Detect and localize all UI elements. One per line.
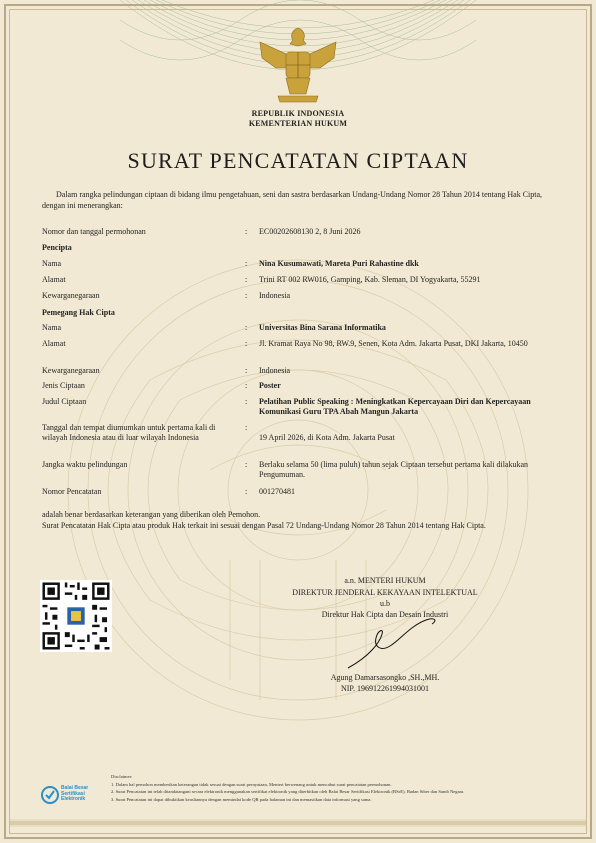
disclaimer-item: 3. Surat Pencatatan ini dapat dibuktikan keasliannya dengan memindai kode QR pada halaman ini dan memastikan data informasi yang sama.	[111, 796, 372, 802]
first-publication-value: 19 April 2026, di Kota Adm. Jakarta Pusat	[259, 433, 395, 442]
colon: :	[245, 397, 248, 406]
creator-name-value: Nina Kusumawati, Mareta Puri Rahastine dkk	[259, 259, 419, 268]
signatory-name: Agung Damarsasongko ,SH.,MH.	[330, 673, 440, 682]
colon: :	[245, 323, 248, 332]
bsre-line-3: Elektronik	[61, 796, 86, 803]
bsre-line-1: Balai Besar	[61, 785, 89, 791]
colon: :	[245, 366, 248, 375]
holder-nationality-label: Kewarganegaraan	[42, 366, 100, 375]
colon: :	[245, 259, 248, 268]
colon: :	[245, 291, 248, 300]
creator-address-label: Alamat	[42, 275, 66, 284]
holder-name-value: Universitas Bina Sarana Informatika	[259, 323, 386, 332]
holder-address-label: Alamat	[42, 339, 66, 348]
record-number-value: 001270481	[259, 487, 295, 496]
closing-line-2: Surat Pencatatan Hak Cipta atau produk Hak terkait ini sesuai dengan Pasal 72 Undang-Undang Nomor 28 Tahun 2014 tentang Hak Cipta.	[42, 521, 486, 530]
signature-line-3: u.b	[380, 599, 390, 608]
work-title-value: Pelatihan Public Speaking : Meningkatkan Kepercayaan Diri dan Kepercayaan Komunikasi Guru TPA Abah Mangun Jakarta	[259, 397, 531, 416]
disclaimer-item: 2. Surat Pencatatan ini telah ditandatangani secara elektronik menggunakan sertifikat elektronik yang diterbitkan oleh Balai Besar Sertifikasi Elektronik (BSrE), Badan Siber dan Sandi Negara.	[111, 789, 465, 795]
country-name: REPUBLIK INDONESIA	[251, 109, 345, 118]
closing-line-1: adalah benar berdasarkan keterangan yang diberikan oleh Pemohon.	[42, 510, 261, 519]
signature-line-2: DIREKTUR JENDERAL KEKAYAAN INTELEKTUAL	[292, 588, 478, 597]
record-number-label: Nomor Pencatatan	[42, 487, 102, 496]
colon: :	[245, 339, 248, 348]
creator-nationality-value: Indonesia	[259, 291, 291, 300]
creator-name-label: Nama	[42, 259, 62, 268]
colon: :	[245, 227, 248, 236]
signature-line-4: Direktur Hak Cipta dan Desain Industri	[321, 610, 449, 619]
signature-line-1: a.n. MENTERI HUKUM	[344, 576, 426, 585]
colon: :	[245, 487, 248, 496]
colon: :	[245, 381, 248, 390]
holder-name-label: Nama	[42, 323, 62, 332]
holder-heading: Pemegang Hak Cipta	[42, 308, 115, 317]
signatory-nip: NIP. 196912261994031001	[340, 684, 429, 693]
holder-address-value: Jl. Kramat Raya No 98, RW.9, Senen, Kota Adm. Jakarta Pusat, DKI Jakarta, 10450	[259, 339, 528, 348]
ministry-name: KEMENTERIAN HUKUM	[248, 119, 348, 128]
work-type-value: Poster	[259, 381, 281, 390]
colon: :	[245, 460, 248, 469]
application-label: Nomor dan tanggal permohonan	[42, 227, 146, 236]
document-title: SURAT PENCATATAN CIPTAAN	[127, 148, 469, 173]
holder-nationality-value: Indonesia	[259, 366, 291, 375]
work-type-label: Jenis Ciptaan	[42, 381, 85, 390]
inner-border	[9, 9, 587, 834]
creator-heading: Pencipta	[42, 243, 72, 252]
creator-nationality-label: Kewarganegaraan	[42, 291, 100, 300]
colon: :	[245, 423, 248, 432]
intro-paragraph: Dalam rangka pelindungan ciptaan di bidang ilmu pengetahuan, seni dan sastra berdasarkan Undang-Undang Nomor 28 Tahun 2014 tentang Hak Cipta, dengan ini menerangkan:	[42, 190, 543, 210]
disclaimer-heading: Disclaimer:	[111, 774, 133, 779]
first-publication-label: Tanggal dan tempat diumumkan untuk pertama kali di wilayah Indonesia atau di luar wilayah Indonesia	[42, 423, 216, 442]
application-value: EC00202608130 2, 8 Juni 2026	[259, 227, 361, 236]
protection-period-value: Berlaku selama 50 (lima puluh) tahun sejak Ciptaan tersebut pertama kali dilakukan Pengumuman.	[259, 460, 529, 479]
work-title-label: Judul Ciptaan	[42, 397, 87, 406]
disclaimer-item: 1. Dalam hal pemohon memberikan keterangan tidak sesuai dengan surat pernyataan, Menteri berwenang untuk mencabut surat pencatatan permohonan.	[111, 781, 392, 787]
colon: :	[245, 275, 248, 284]
protection-period-label: Jangka waktu pelindungan	[42, 460, 128, 469]
bsre-line-2: Sertifikasi	[61, 790, 85, 797]
creator-address-value: Trini RT 002 RW016, Gamping, Kab. Sleman, DI Yogyakarta, 55291	[259, 275, 481, 284]
